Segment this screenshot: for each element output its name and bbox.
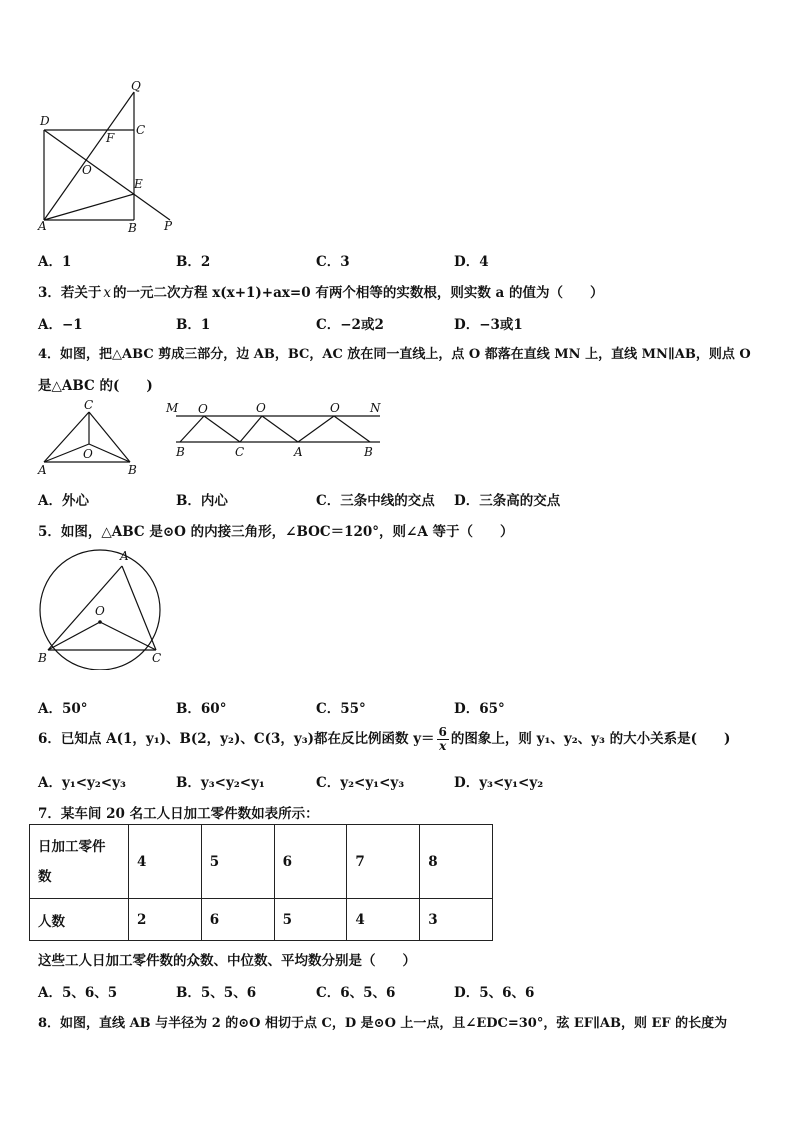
q5-option-c: C．55° [316,701,366,717]
row-label-a: A [294,445,303,459]
q5-option-a: A．50° [38,701,88,717]
table-cell: 6 [201,899,274,941]
table-header-cell [30,825,129,899]
q6-option-c: C．y₂<y₁<y₃ [316,775,405,791]
table-cell: 6 [274,825,347,899]
row-label-o3: O [330,401,340,415]
tri-label-b: B [128,463,137,477]
label-b: B [128,221,137,235]
figure-circle-triangle [34,546,174,670]
q2-option-c: C．3 [316,254,350,270]
q6-option-d: D．y₃<y₁<y₂ [454,775,544,791]
figure-unfolded-triangles [164,398,394,464]
table-cell: 2 [129,899,202,941]
label-c: C [136,123,146,137]
figure-triangle-abc [34,396,146,480]
row-label-b1: B [176,445,185,459]
label-e: E [134,177,143,191]
q5-option-d: D．65° [454,701,505,717]
tri-label-o: O [83,447,93,461]
label-d: D [40,114,50,128]
q2-option-b: B．2 [176,254,211,270]
label-f: F [106,131,115,145]
table-row [30,899,493,941]
q3-var: x [103,285,112,301]
row-label-c: C [235,445,245,459]
header-line2: 数 [38,868,52,885]
table-cell: 3 [420,899,493,941]
table-cell: 7 [347,825,420,899]
q6-option-a: A．y₁<y₂<y₃ [38,775,126,791]
label-p: P [164,219,173,233]
header-line1: 日加工零件 [38,838,106,855]
circle-label-o: O [95,604,105,618]
q6-frac-num: 6 [438,725,447,739]
q7-question-after: 这些工人日加工零件数的众数、中位数、平均数分别是（ ） [38,953,416,969]
q6-text-before: 6．已知点 A(1，y₁)、B(2，y₂)、C(3，y₃)都在反比例函数 y＝ [38,731,435,747]
q3-text-before: 3．若关于 [38,285,102,301]
tri-label-c: C [84,398,94,412]
row-label-n: N [370,401,381,415]
q3-question [38,281,603,301]
q5-option-b: B．60° [176,701,227,717]
q4-option-c: C．三条中线的交点 [316,493,435,509]
q2-option-d: D．4 [454,254,489,270]
q6-text-after: 的图象上，则 y₁、y₂、y₃ 的大小关系是( ) [450,731,731,747]
table-cell: 4 [129,825,202,899]
q4-option-a: A．外心 [38,493,89,509]
q7-option-a: A．5、6、5 [38,985,118,1001]
label-q: Q [131,79,141,93]
q3-option-b: B．1 [176,317,211,333]
q4-question-line2: 是△ABC 的( ) [38,378,153,394]
q4-option-d: D．三条高的交点 [454,493,561,509]
q6-option-b: B．y₃<y₂<y₁ [176,775,265,791]
circle-label-c: C [152,651,162,665]
table-cell: 5 [274,899,347,941]
table-cell: 8 [420,825,493,899]
q6-question [38,726,730,753]
table-cell: 4 [347,899,420,941]
q3-option-a: A．−1 [38,317,83,333]
q4-option-b: B．内心 [176,493,228,509]
q4-question-line1: 4．如图，把△ABC 剪成三部分，边 AB，BC，AC 放在同一直线上，点 O 都落在直线 MN 上，直线 MN∥AB，则点 O [38,347,751,362]
q2-option-a: A．1 [38,254,72,270]
label-a: A [38,219,47,233]
figure-square-diagram [30,78,190,238]
q6-fraction [437,726,449,753]
q7-option-d: D．5、6、6 [454,985,535,1001]
table-row [30,825,493,899]
circle-label-b: B [38,651,47,665]
q7-question: 7．某车间 20 名工人日加工零件数如表所示： [38,806,319,822]
row-label-o1: O [198,402,208,416]
row-label-m: M [166,401,179,415]
table-cell: 5 [201,825,274,899]
q3-option-d: D．−3或1 [454,317,523,333]
q3-text-after: 的一元二次方程 x(x+1)+ax=0 有两个相等的实数根，则实数 a 的值为（ ） [113,285,604,301]
row-label-b2: B [364,445,373,459]
table-header-cell: 人数 [30,899,129,941]
q7-option-c: C．6、5、6 [316,985,396,1001]
label-o: O [82,163,92,177]
q8-question: 8．如图，直线 AB 与半径为 2 的⊙O 相切于点 C，D 是⊙O 上一点，且∠EDC=30°，弦 EF∥AB，则 EF 的长度为 [38,1016,728,1031]
circle-label-a: A [120,549,129,563]
q6-frac-den: x [439,739,447,753]
q3-option-c: C．−2或2 [316,317,384,333]
row-label-o2: O [256,401,266,415]
tri-label-a: A [38,463,47,477]
q7-data-table [29,824,493,941]
q5-question: 5．如图，△ABC 是⊙O 的内接三角形，∠BOC＝120°，则∠A 等于（ ） [38,524,514,540]
q7-option-b: B．5、5、6 [176,985,257,1001]
